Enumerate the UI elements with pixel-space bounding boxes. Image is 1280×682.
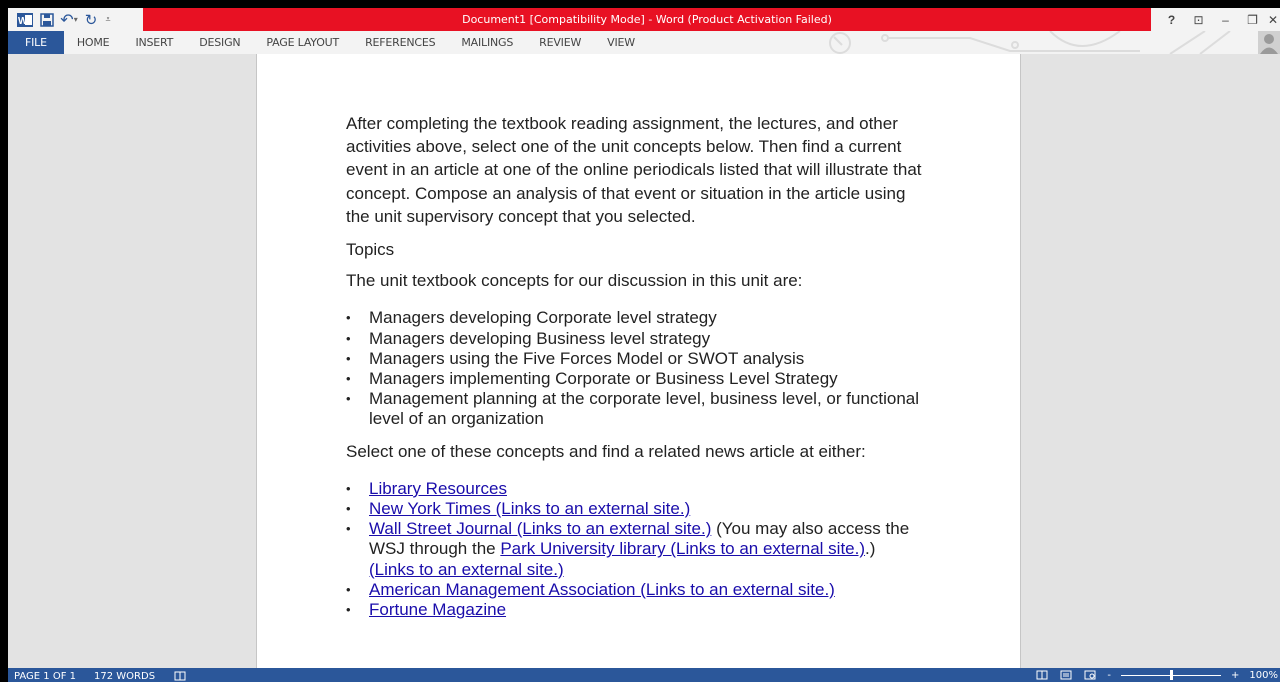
- tab-page-layout[interactable]: PAGE LAYOUT: [266, 36, 340, 49]
- list-item: [346, 479, 924, 499]
- status-bar: [8, 668, 1280, 682]
- web-layout-icon: [1084, 670, 1096, 680]
- customize-icon: ⩡: [105, 14, 111, 24]
- word-count[interactable]: 172 WORDS: [94, 670, 156, 682]
- select-intro-paragraph: Select one of these concepts and find a related news article at either:: [346, 441, 866, 461]
- web-layout-button[interactable]: [1083, 669, 1097, 681]
- list-item: [346, 519, 924, 580]
- window-title: Document1 [Compatibility Mode] - Word (Product Activation Failed): [462, 13, 832, 26]
- close-button[interactable]: ✕: [1267, 12, 1279, 27]
- word-app-icon[interactable]: [14, 10, 36, 30]
- svg-text:W: W: [18, 15, 28, 27]
- zoom-slider-thumb[interactable]: [1170, 670, 1173, 680]
- zoom-level[interactable]: 100%: [1249, 669, 1278, 681]
- print-layout-button[interactable]: [1059, 669, 1073, 681]
- wsj-note-text: (You may also access the WSJ through the: [369, 519, 910, 559]
- tab-view[interactable]: VIEW: [607, 36, 635, 49]
- document-body[interactable]: [346, 112, 924, 620]
- list-item: [346, 600, 924, 620]
- redo-icon: ↻: [84, 11, 98, 29]
- title-strip: [143, 8, 1151, 31]
- undo-button[interactable]: [58, 10, 80, 30]
- zoom-in-button[interactable]: +: [1231, 669, 1240, 681]
- topics-heading: Topics: [346, 240, 395, 260]
- ribbon-tabs: [8, 31, 1280, 54]
- list-item: [346, 499, 924, 519]
- list-item: • Managers developing Corporate level strategy: [346, 308, 924, 328]
- tab-insert[interactable]: INSERT: [135, 36, 174, 49]
- list-item: • Managers using the Five Forces Model or SWOT analysis: [346, 349, 924, 369]
- fortune-link[interactable]: Fortune Magazine: [369, 600, 507, 620]
- document-workspace: [8, 54, 1280, 668]
- wsj-note-close: .): [865, 539, 876, 559]
- zoom-slider[interactable]: [1121, 669, 1221, 681]
- tab-file[interactable]: FILE: [8, 31, 64, 54]
- external-site-link[interactable]: (Links to an external site.): [369, 559, 564, 579]
- word-logo-icon: [17, 12, 33, 28]
- resource-link-list: [346, 479, 924, 620]
- read-mode-icon: [1036, 670, 1048, 680]
- list-item: • Management planning at the corporate level, business level, or functional level of an organization: [346, 389, 924, 429]
- save-button[interactable]: [36, 10, 58, 30]
- ribbon-background-art: [820, 31, 1280, 54]
- park-library-link[interactable]: Park University library (Links to an external site.): [500, 539, 866, 559]
- zoom-out-button[interactable]: -: [1107, 669, 1112, 681]
- list-item: [346, 580, 924, 600]
- quick-access-toolbar: [8, 8, 114, 31]
- window-controls: [1158, 8, 1280, 31]
- intro-paragraph: After completing the textbook reading assignment, the lectures, and other activities above, select one of the unit concepts below. Then find a current event in an article at one of the online periodicals listed that will illustrate that concept. Compose an analysis of that event or situation in the article using the unit supervisory concept that you selected.: [346, 114, 922, 226]
- tab-references[interactable]: REFERENCES: [365, 36, 436, 49]
- save-icon: [40, 13, 54, 27]
- customize-qat-button[interactable]: [102, 10, 114, 30]
- list-item: • Managers developing Business level strategy: [346, 329, 924, 349]
- tab-review[interactable]: REVIEW: [539, 36, 582, 49]
- help-button[interactable]: ?: [1167, 12, 1176, 27]
- restore-button[interactable]: ❐: [1247, 12, 1258, 27]
- minimize-button[interactable]: –: [1222, 12, 1229, 27]
- page-count[interactable]: PAGE 1 OF 1: [14, 670, 77, 682]
- list-item: • Managers implementing Corporate or Business Level Strategy: [346, 369, 924, 389]
- nyt-link[interactable]: New York Times (Links to an external site.): [369, 499, 691, 519]
- read-mode-button[interactable]: [1035, 669, 1049, 681]
- book-icon: [174, 671, 186, 681]
- tab-mailings[interactable]: MAILINGS: [461, 36, 514, 49]
- concept-list: [346, 308, 924, 429]
- redo-button[interactable]: [80, 10, 102, 30]
- title-bar: [8, 8, 1280, 31]
- account-avatar-icon[interactable]: [1254, 31, 1280, 54]
- tab-home[interactable]: HOME: [76, 36, 110, 49]
- tab-design[interactable]: DESIGN: [199, 36, 241, 49]
- print-layout-icon: [1060, 670, 1072, 680]
- library-resources-link[interactable]: Library Resources: [369, 478, 507, 498]
- ama-link[interactable]: American Management Association (Links to an external site.): [369, 579, 835, 599]
- document-page[interactable]: [257, 54, 1020, 668]
- ribbon-display-options-button[interactable]: ⊡: [1193, 12, 1204, 27]
- undo-dropdown-icon[interactable]: ▾: [73, 15, 78, 24]
- undo-icon: ↶: [60, 11, 74, 29]
- concepts-intro-paragraph: The unit textbook concepts for our discussion in this unit are:: [346, 271, 803, 291]
- wsj-link[interactable]: Wall Street Journal (Links to an external site.): [369, 519, 712, 539]
- proofing-icon[interactable]: [173, 670, 187, 682]
